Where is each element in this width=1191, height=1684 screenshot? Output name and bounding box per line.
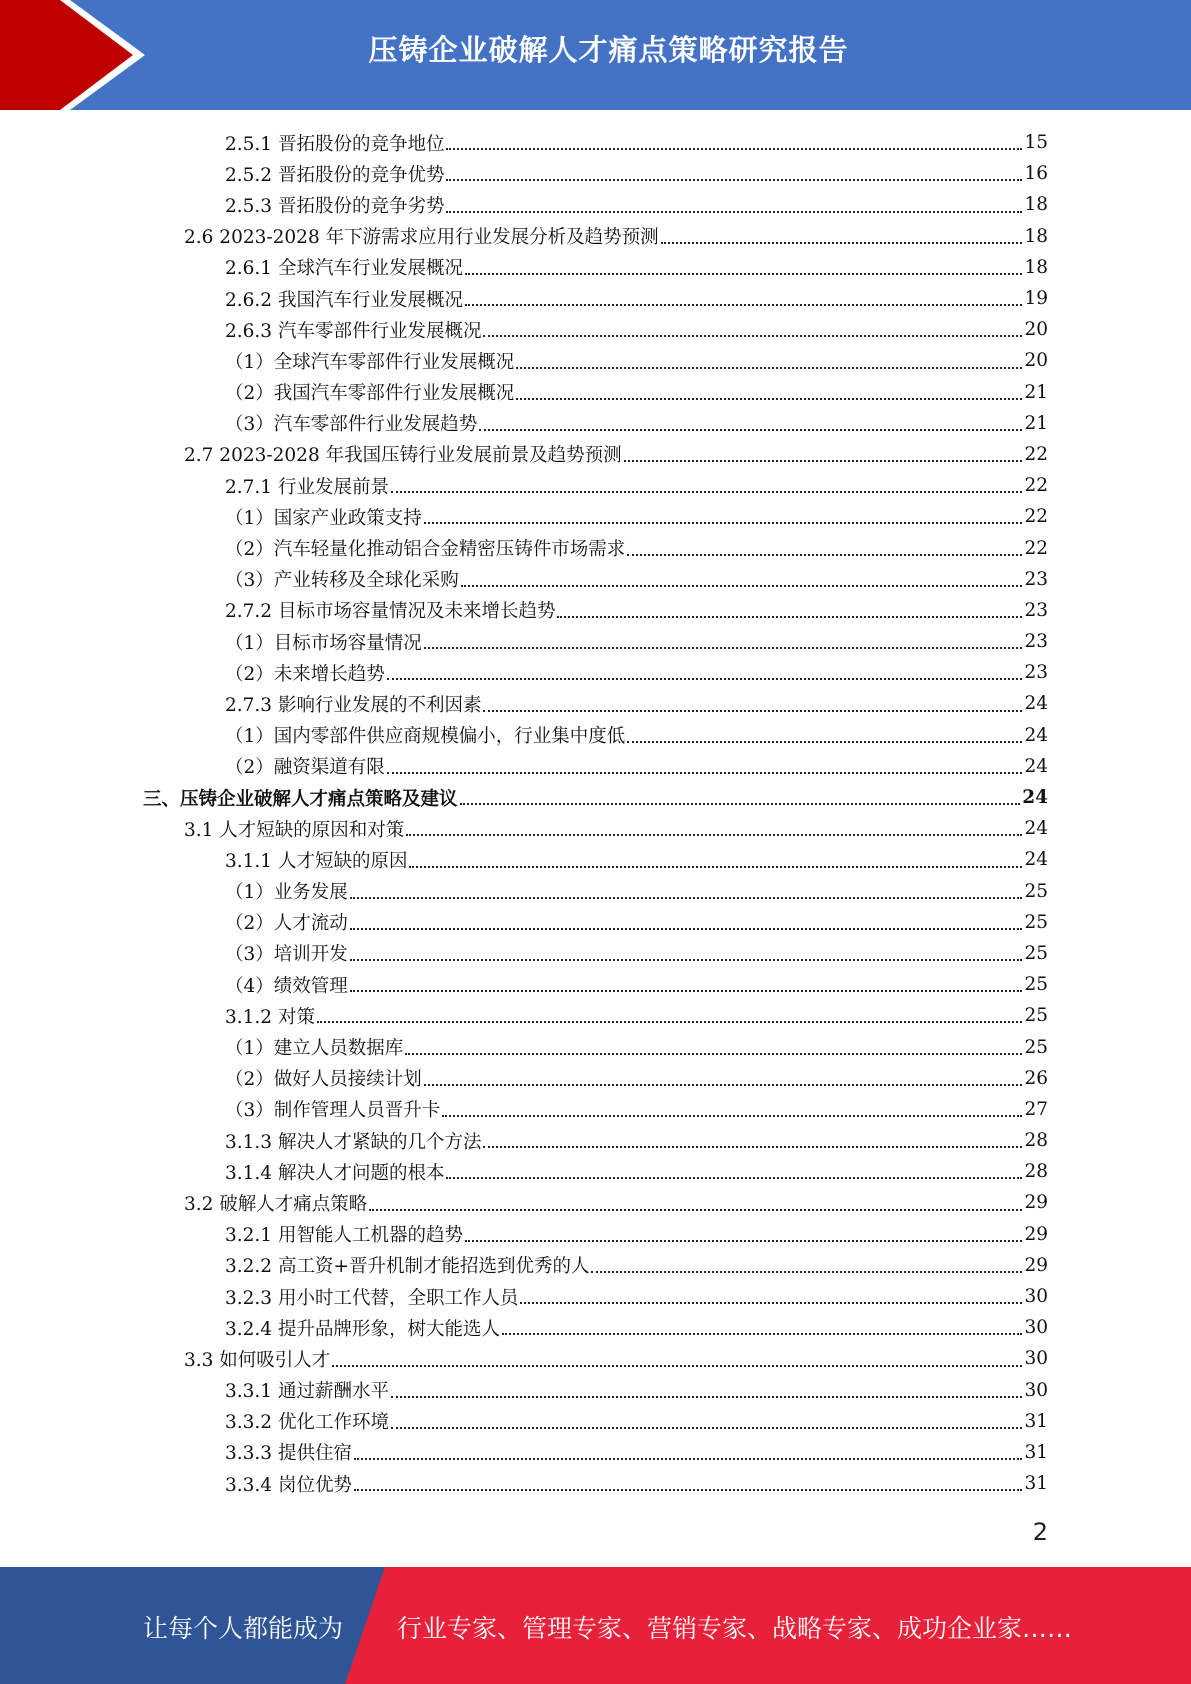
toc-entry-title: （1）业务发展 xyxy=(225,882,348,904)
footer-expert-list: 行业专家、管理专家、营销专家、战略专家、成功企业家…… xyxy=(397,1614,1073,1643)
toc-entry-title: （2）融资渠道有限 xyxy=(225,757,385,779)
footer-slogan: 让每个人都能成为 xyxy=(143,1614,344,1643)
toc-entry-title: （2）我国汽车零部件行业发展概况 xyxy=(225,383,515,405)
toc-entry-title: 3.2 破解人才痛点策略 xyxy=(184,1193,368,1215)
toc-entry[interactable] xyxy=(0,657,1191,688)
toc-entry[interactable] xyxy=(0,844,1191,875)
toc-dot-leader xyxy=(446,1176,1022,1179)
toc-entry-title: 3.1.3 解决人才紧缺的几个方法 xyxy=(225,1131,482,1153)
toc-entry-page: 31 xyxy=(1024,1441,1048,1463)
toc-dot-leader xyxy=(661,241,1023,244)
toc-entry-title: （1）建立人员数据库 xyxy=(225,1038,404,1060)
toc-entry[interactable] xyxy=(0,720,1191,751)
toc-entry-page: 22 xyxy=(1024,537,1048,559)
toc-entry-title: 3.1.4 解决人才问题的根本 xyxy=(225,1162,445,1184)
toc-dot-leader xyxy=(350,896,1023,899)
toc-entry[interactable] xyxy=(0,158,1191,189)
toc-entry-title: （4）绩效管理 xyxy=(225,975,348,997)
toc-entry-page: 31 xyxy=(1024,1410,1048,1432)
toc-entry-page: 24 xyxy=(1024,818,1048,840)
toc-entry-title: （2）人才流动 xyxy=(225,913,348,935)
toc-dot-leader xyxy=(317,1020,1023,1023)
toc-entry[interactable] xyxy=(0,751,1191,782)
toc-entry-page: 25 xyxy=(1024,911,1048,933)
toc-entry[interactable] xyxy=(0,1219,1191,1250)
toc-entry-title: 2.5.1 晋拓股份的竞争地位 xyxy=(225,133,445,155)
toc-entry-page: 24 xyxy=(1024,849,1048,871)
toc-entry-title: （3）产业转移及全球化采购 xyxy=(225,570,459,592)
toc-entry-page: 23 xyxy=(1024,662,1048,684)
toc-dot-leader xyxy=(627,740,1022,743)
toc-entry[interactable] xyxy=(0,626,1191,657)
toc-entry-page: 25 xyxy=(1024,974,1048,996)
toc-entry-page: 30 xyxy=(1024,1348,1048,1370)
toc-entry[interactable] xyxy=(0,1250,1191,1281)
toc-entry[interactable] xyxy=(0,1343,1191,1374)
toc-dot-leader xyxy=(442,1114,1022,1117)
toc-dot-leader xyxy=(406,833,1022,836)
toc-entry-page: 20 xyxy=(1024,319,1048,341)
toc-entry[interactable] xyxy=(0,1031,1191,1062)
toc-entry-page: 24 xyxy=(1024,693,1048,715)
toc-entry-page: 23 xyxy=(1024,568,1048,590)
toc-dot-leader xyxy=(465,272,1022,275)
toc-entry-title: 2.6.1 全球汽车行业发展概况 xyxy=(225,258,463,280)
toc-dot-leader xyxy=(483,1145,1022,1148)
toc-dot-leader xyxy=(460,802,1021,805)
page-number: 2 xyxy=(1032,1518,1048,1546)
toc-entry-title: 3.3 如何吸引人才 xyxy=(184,1349,331,1371)
toc-entry[interactable] xyxy=(0,314,1191,345)
toc-entry[interactable] xyxy=(0,595,1191,626)
toc-entry-page: 22 xyxy=(1024,475,1048,497)
toc-entry-page: 19 xyxy=(1024,288,1048,310)
toc-entry[interactable] xyxy=(0,283,1191,314)
toc-entry-page: 20 xyxy=(1024,350,1048,372)
toc-entry[interactable] xyxy=(0,1281,1191,1312)
toc-dot-leader xyxy=(502,1332,1022,1335)
toc-entry-page: 28 xyxy=(1024,1130,1048,1152)
toc-entry-title: （1）全球汽车零部件行业发展概况 xyxy=(225,351,515,373)
toc-entry[interactable] xyxy=(0,377,1191,408)
toc-dot-leader xyxy=(516,366,1022,369)
toc-entry-title: （3）培训开发 xyxy=(225,944,348,966)
toc-entry-page: 16 xyxy=(1024,163,1048,185)
toc-entry-page: 23 xyxy=(1024,599,1048,621)
toc-entry-page: 18 xyxy=(1024,256,1048,278)
toc-entry-page: 25 xyxy=(1024,1005,1048,1027)
toc-dot-leader xyxy=(483,334,1022,337)
toc-entry-title: 2.5.2 晋拓股份的竞争优势 xyxy=(225,164,445,186)
toc-entry-page: 24 xyxy=(1024,755,1048,777)
toc-entry[interactable] xyxy=(0,1063,1191,1094)
toc-dot-leader xyxy=(424,646,1023,649)
page-header xyxy=(0,0,1191,110)
toc-dot-leader xyxy=(520,1301,1022,1304)
toc-entry-page: 23 xyxy=(1024,631,1048,653)
toc-entry-page: 30 xyxy=(1024,1317,1048,1339)
toc-dot-leader xyxy=(479,428,1022,431)
toc-entry-title: 3.3.1 通过薪酬水平 xyxy=(225,1381,389,1403)
toc-entry[interactable] xyxy=(0,969,1191,1000)
toc-entry-title: （1）国家产业政策支持 xyxy=(225,507,422,529)
header-title: 压铸企业破解人才痛点策略研究报告 xyxy=(368,33,849,67)
toc-entry-title: 3.3.4 岗位优势 xyxy=(225,1474,352,1496)
toc-entry[interactable] xyxy=(0,439,1191,470)
toc-dot-leader xyxy=(391,1395,1022,1398)
toc-entry-page: 25 xyxy=(1024,880,1048,902)
toc-dot-leader xyxy=(350,958,1023,961)
toc-entry-page: 27 xyxy=(1024,1098,1048,1120)
toc-entry-page: 30 xyxy=(1024,1286,1048,1308)
toc-entry-title: 2.6.3 汽车零部件行业发展概况 xyxy=(225,320,482,342)
toc-entry[interactable] xyxy=(0,907,1191,938)
toc-dot-leader xyxy=(391,1426,1022,1429)
toc-entry-page: 22 xyxy=(1024,443,1048,465)
toc-entry[interactable] xyxy=(0,345,1191,376)
toc-entry-title: （1）国内零部件供应商规模偏小，行业集中度低 xyxy=(225,726,626,748)
toc-entry-page: 21 xyxy=(1024,412,1048,434)
toc-dot-leader xyxy=(424,1083,1023,1086)
toc-entry[interactable] xyxy=(0,127,1191,158)
toc-entry-title: 3.2.3 用小时工代替，全职工作人员 xyxy=(225,1287,519,1309)
toc-entry[interactable] xyxy=(0,1187,1191,1218)
toc-entry-page: 25 xyxy=(1024,1036,1048,1058)
toc-entry-page: 30 xyxy=(1024,1379,1048,1401)
toc-entry[interactable] xyxy=(0,1437,1191,1468)
toc-dot-leader xyxy=(350,989,1023,992)
toc-dot-leader xyxy=(446,178,1022,181)
toc-entry-title: （2）未来增长趋势 xyxy=(225,663,385,685)
toc-dot-leader xyxy=(557,615,1022,618)
toc-dot-leader xyxy=(387,677,1023,680)
toc-dot-leader xyxy=(624,459,1023,462)
toc-entry-title: 2.7.3 影响行业发展的不利因素 xyxy=(225,694,482,716)
toc-entry-page: 28 xyxy=(1024,1161,1048,1183)
toc-dot-leader xyxy=(391,490,1022,493)
toc-entry-page: 24 xyxy=(1024,724,1048,746)
toc-entry[interactable] xyxy=(0,782,1191,813)
toc-dot-leader xyxy=(465,303,1022,306)
toc-entry-title: 3.2.4 提升品牌形象，树大能选人 xyxy=(225,1318,500,1340)
toc-dot-leader xyxy=(387,771,1023,774)
toc-entry[interactable] xyxy=(0,1125,1191,1156)
toc-entry-title: 2.7.2 目标市场容量情况及未来增长趋势 xyxy=(225,601,556,623)
toc-entry-title: （2）汽车轻量化推动铝合金精密压铸件市场需求 xyxy=(225,539,626,561)
toc-entry[interactable] xyxy=(0,221,1191,252)
toc-entry-title: 3.1.2 对策 xyxy=(225,1006,315,1028)
toc-entry[interactable] xyxy=(0,252,1191,283)
toc-entry[interactable] xyxy=(0,1406,1191,1437)
toc-entry[interactable] xyxy=(0,1375,1191,1406)
toc-dot-leader xyxy=(516,397,1022,400)
toc-entry-page: 29 xyxy=(1024,1223,1048,1245)
toc-entry-page: 15 xyxy=(1024,132,1048,154)
toc-dot-leader xyxy=(350,927,1023,930)
toc-dot-leader xyxy=(465,1239,1022,1242)
toc-entry-title: 2.7.1 行业发展前景 xyxy=(225,476,389,498)
toc-dot-leader xyxy=(424,521,1023,524)
toc-dot-leader xyxy=(591,1270,1022,1273)
page-footer xyxy=(0,1567,1191,1684)
toc-entry-page: 29 xyxy=(1024,1192,1048,1214)
toc-entry-page: 18 xyxy=(1024,225,1048,247)
toc-entry-title: 3.2.2 高工资+晋升机制才能招选到优秀的人 xyxy=(225,1256,590,1278)
toc-entry-title: （2）做好人员接续计划 xyxy=(225,1069,422,1091)
toc-entry[interactable] xyxy=(0,532,1191,563)
toc-entry-page: 21 xyxy=(1024,381,1048,403)
toc-entry-page: 24 xyxy=(1022,787,1048,809)
toc-entry[interactable] xyxy=(0,1312,1191,1343)
toc-entry-title: 3.3.2 优化工作环境 xyxy=(225,1412,389,1434)
toc-entry-page: 31 xyxy=(1024,1473,1048,1495)
toc-dot-leader xyxy=(409,865,1022,868)
toc-entry-page: 18 xyxy=(1024,194,1048,216)
toc-dot-leader xyxy=(483,709,1022,712)
toc-entry-title: 2.6.2 我国汽车行业发展概况 xyxy=(225,289,463,311)
table-of-contents xyxy=(0,127,1191,1499)
toc-dot-leader xyxy=(405,1052,1022,1055)
toc-entry-page: 22 xyxy=(1024,506,1048,528)
toc-entry[interactable] xyxy=(0,470,1191,501)
toc-entry[interactable] xyxy=(0,1000,1191,1031)
toc-entry-title: 3.3.3 提供住宿 xyxy=(225,1443,352,1465)
toc-entry-title: 2.5.3 晋拓股份的竞争劣势 xyxy=(225,195,445,217)
toc-entry[interactable] xyxy=(0,1468,1191,1499)
toc-entry[interactable] xyxy=(0,408,1191,439)
toc-dot-leader xyxy=(446,147,1022,150)
toc-entry-page: 25 xyxy=(1024,942,1048,964)
toc-entry-title: 3.1 人才短缺的原因和对策 xyxy=(184,819,405,841)
toc-entry-page: 26 xyxy=(1024,1067,1048,1089)
toc-entry-title: 2.7 2023-2028 年我国压铸行业发展前景及趋势预测 xyxy=(184,445,622,467)
toc-entry-page: 29 xyxy=(1024,1254,1048,1276)
toc-entry[interactable] xyxy=(0,938,1191,969)
toc-dot-leader xyxy=(354,1457,1023,1460)
toc-entry[interactable] xyxy=(0,564,1191,595)
toc-dot-leader xyxy=(446,210,1022,213)
toc-entry-title: （3）汽车零部件行业发展趋势 xyxy=(225,414,478,436)
toc-entry-title: 2.6 2023-2028 年下游需求应用行业发展分析及趋势预测 xyxy=(184,227,659,249)
toc-entry[interactable] xyxy=(0,1094,1191,1125)
toc-dot-leader xyxy=(627,553,1022,556)
toc-dot-leader xyxy=(354,1488,1023,1491)
toc-dot-leader xyxy=(369,1208,1022,1211)
toc-entry[interactable] xyxy=(0,813,1191,844)
toc-entry[interactable] xyxy=(0,189,1191,220)
toc-entry-title: （3）制作管理人员晋升卡 xyxy=(225,1100,441,1122)
toc-entry[interactable] xyxy=(0,1156,1191,1187)
toc-entry[interactable] xyxy=(0,688,1191,719)
toc-dot-leader xyxy=(332,1364,1022,1367)
toc-entry-title: 三、压铸企业破解人才痛点策略及建议 xyxy=(143,788,458,810)
toc-entry-title: 3.1.1 人才短缺的原因 xyxy=(225,850,408,872)
toc-dot-leader xyxy=(461,584,1023,587)
toc-entry[interactable] xyxy=(0,501,1191,532)
toc-entry-title: （1）目标市场容量情况 xyxy=(225,632,422,654)
toc-entry-title: 3.2.1 用智能人工机器的趋势 xyxy=(225,1225,463,1247)
toc-entry[interactable] xyxy=(0,876,1191,907)
